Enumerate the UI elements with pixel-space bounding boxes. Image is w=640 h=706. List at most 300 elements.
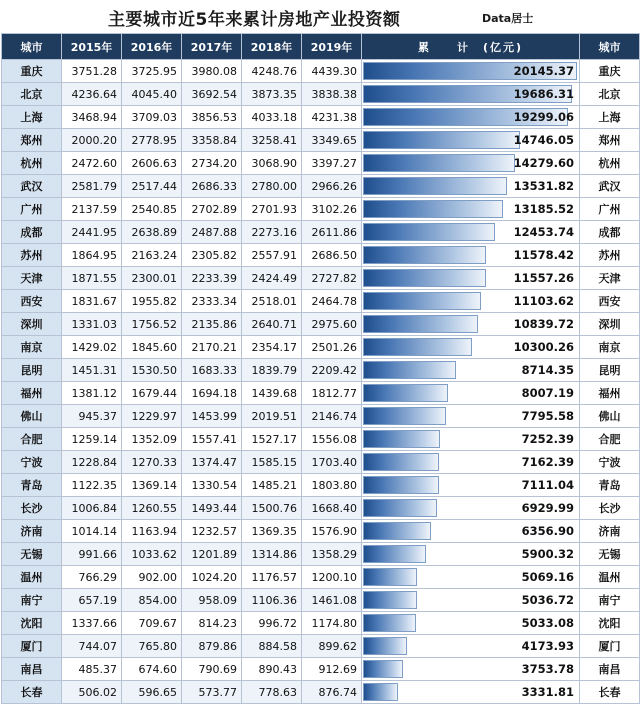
total-bar-cell xyxy=(362,290,580,313)
year-value-cell: 2975.60 xyxy=(302,313,362,336)
city-cell-right: 昆明 xyxy=(580,359,640,382)
year-value-cell: 1260.55 xyxy=(122,497,182,520)
total-bar-cell xyxy=(362,313,580,336)
year-value-cell: 1955.82 xyxy=(122,290,182,313)
year-value-cell: 1314.86 xyxy=(242,543,302,566)
total-bar-cell xyxy=(362,152,580,175)
year-value-cell: 2611.86 xyxy=(302,221,362,244)
year-value-cell: 1694.18 xyxy=(182,382,242,405)
year-value-cell: 4236.64 xyxy=(62,83,122,106)
total-bar xyxy=(363,637,407,655)
year-value-cell: 2517.44 xyxy=(122,175,182,198)
total-bar xyxy=(363,315,478,333)
total-value-label: 3331.81 xyxy=(521,685,574,699)
city-cell-right: 广州 xyxy=(580,198,640,221)
total-bar xyxy=(363,591,417,609)
year-value-cell: 3692.54 xyxy=(182,83,242,106)
city-cell: 南京 xyxy=(2,336,62,359)
table-body xyxy=(2,60,640,704)
total-value-label: 5900.32 xyxy=(521,547,574,561)
total-bar xyxy=(363,545,426,563)
total-value-label: 20145.37 xyxy=(513,64,574,78)
year-value-cell: 945.37 xyxy=(62,405,122,428)
year-value-cell: 1839.79 xyxy=(242,359,302,382)
total-bar xyxy=(363,361,456,379)
year-value-cell: 1812.77 xyxy=(302,382,362,405)
year-value-cell: 3838.38 xyxy=(302,83,362,106)
city-cell: 福州 xyxy=(2,382,62,405)
year-value-cell: 2135.86 xyxy=(182,313,242,336)
total-bar-cell xyxy=(362,405,580,428)
total-bar-cell xyxy=(362,589,580,612)
city-cell: 苏州 xyxy=(2,244,62,267)
year-value-cell: 3068.90 xyxy=(242,152,302,175)
table-row xyxy=(2,589,640,612)
total-bar-cell xyxy=(362,221,580,244)
city-cell-right: 济南 xyxy=(580,520,640,543)
year-value-cell: 766.29 xyxy=(62,566,122,589)
total-bar-cell xyxy=(362,497,580,520)
table-row xyxy=(2,405,640,428)
year-value-cell: 2000.20 xyxy=(62,129,122,152)
year-value-cell: 1831.67 xyxy=(62,290,122,313)
year-value-cell: 765.80 xyxy=(122,635,182,658)
year-value-cell: 2966.26 xyxy=(302,175,362,198)
header-city: 城市 xyxy=(2,34,62,60)
year-value-cell: 657.19 xyxy=(62,589,122,612)
year-value-cell: 2170.21 xyxy=(182,336,242,359)
year-value-cell: 2273.16 xyxy=(242,221,302,244)
city-cell-right: 武汉 xyxy=(580,175,640,198)
total-bar xyxy=(363,269,486,287)
total-value-label: 8714.35 xyxy=(521,363,574,377)
total-bar-cell xyxy=(362,60,580,83)
year-value-cell: 1439.68 xyxy=(242,382,302,405)
total-value-label: 13531.82 xyxy=(513,179,574,193)
year-value-cell: 1756.52 xyxy=(122,313,182,336)
table-row xyxy=(2,428,640,451)
total-bar-cell xyxy=(362,175,580,198)
year-value-cell: 1024.20 xyxy=(182,566,242,589)
header-total: 累 计 (亿元) xyxy=(362,34,580,60)
total-value-label: 7795.58 xyxy=(521,409,574,423)
year-value-cell: 1228.84 xyxy=(62,451,122,474)
year-value-cell: 1668.40 xyxy=(302,497,362,520)
city-cell: 济南 xyxy=(2,520,62,543)
city-cell: 昆明 xyxy=(2,359,62,382)
city-cell-right: 深圳 xyxy=(580,313,640,336)
header-year-2019: 2019年 xyxy=(302,34,362,60)
year-value-cell: 3709.03 xyxy=(122,106,182,129)
year-value-cell: 814.23 xyxy=(182,612,242,635)
total-bar xyxy=(363,407,446,425)
year-value-cell: 3102.26 xyxy=(302,198,362,221)
total-bar-cell xyxy=(362,382,580,405)
table-row xyxy=(2,244,640,267)
brand-label: Data居士 xyxy=(482,12,534,25)
year-value-cell: 1451.31 xyxy=(62,359,122,382)
table-row xyxy=(2,152,640,175)
year-value-cell: 2354.17 xyxy=(242,336,302,359)
table-row xyxy=(2,681,640,704)
year-value-cell: 2300.01 xyxy=(122,267,182,290)
total-bar-cell xyxy=(362,543,580,566)
year-value-cell: 1683.33 xyxy=(182,359,242,382)
year-value-cell: 4231.38 xyxy=(302,106,362,129)
year-value-cell: 1033.62 xyxy=(122,543,182,566)
total-value-label: 10839.72 xyxy=(513,317,574,331)
total-value-label: 8007.19 xyxy=(521,386,574,400)
city-cell: 宁波 xyxy=(2,451,62,474)
year-value-cell: 3751.28 xyxy=(62,60,122,83)
year-value-cell: 2487.88 xyxy=(182,221,242,244)
year-value-cell: 2209.42 xyxy=(302,359,362,382)
year-value-cell: 1369.35 xyxy=(242,520,302,543)
year-value-cell: 902.00 xyxy=(122,566,182,589)
total-value-label: 6929.99 xyxy=(521,501,574,515)
year-value-cell: 1381.12 xyxy=(62,382,122,405)
total-bar-cell xyxy=(362,359,580,382)
city-cell-right: 成都 xyxy=(580,221,640,244)
city-cell: 北京 xyxy=(2,83,62,106)
table-row xyxy=(2,382,640,405)
city-cell-right: 杭州 xyxy=(580,152,640,175)
city-cell: 南宁 xyxy=(2,589,62,612)
total-value-label: 10300.26 xyxy=(513,340,574,354)
total-bar-cell xyxy=(362,474,580,497)
year-value-cell: 958.09 xyxy=(182,589,242,612)
city-cell: 佛山 xyxy=(2,405,62,428)
total-bar-cell xyxy=(362,83,580,106)
year-value-cell: 1429.02 xyxy=(62,336,122,359)
table-row xyxy=(2,497,640,520)
year-value-cell: 1200.10 xyxy=(302,566,362,589)
table-row xyxy=(2,635,640,658)
city-cell: 南昌 xyxy=(2,658,62,681)
year-value-cell: 2686.50 xyxy=(302,244,362,267)
year-value-cell: 778.63 xyxy=(242,681,302,704)
year-value-cell: 1864.95 xyxy=(62,244,122,267)
year-value-cell: 1259.14 xyxy=(62,428,122,451)
total-value-label: 7252.39 xyxy=(521,432,574,446)
total-value-label: 3753.78 xyxy=(521,662,574,676)
table-row xyxy=(2,520,640,543)
total-bar-cell xyxy=(362,428,580,451)
table-row xyxy=(2,83,640,106)
total-value-label: 14279.60 xyxy=(513,156,574,170)
year-value-cell: 2734.20 xyxy=(182,152,242,175)
year-value-cell: 884.58 xyxy=(242,635,302,658)
year-value-cell: 4439.30 xyxy=(302,60,362,83)
city-cell-right: 北京 xyxy=(580,83,640,106)
year-value-cell: 2686.33 xyxy=(182,175,242,198)
city-cell-right: 厦门 xyxy=(580,635,640,658)
year-value-cell: 2727.82 xyxy=(302,267,362,290)
year-value-cell: 854.00 xyxy=(122,589,182,612)
total-bar xyxy=(363,246,486,264)
page-title: 主要城市近5年来累计房地产业投资额 xyxy=(108,10,401,30)
year-value-cell: 1803.80 xyxy=(302,474,362,497)
year-value-cell: 506.02 xyxy=(62,681,122,704)
city-cell: 深圳 xyxy=(2,313,62,336)
table-row xyxy=(2,658,640,681)
total-value-label: 4173.93 xyxy=(521,639,574,653)
year-value-cell: 912.69 xyxy=(302,658,362,681)
year-value-cell: 4033.18 xyxy=(242,106,302,129)
year-value-cell: 3725.95 xyxy=(122,60,182,83)
total-bar xyxy=(363,292,481,310)
year-value-cell: 2441.95 xyxy=(62,221,122,244)
year-value-cell: 1493.44 xyxy=(182,497,242,520)
year-value-cell: 2163.24 xyxy=(122,244,182,267)
year-value-cell: 1530.50 xyxy=(122,359,182,382)
total-bar xyxy=(363,338,472,356)
year-value-cell: 899.62 xyxy=(302,635,362,658)
total-bar xyxy=(363,522,431,540)
year-value-cell: 1337.66 xyxy=(62,612,122,635)
total-bar-cell xyxy=(362,129,580,152)
year-value-cell: 3856.53 xyxy=(182,106,242,129)
city-cell: 无锡 xyxy=(2,543,62,566)
city-cell-right: 南宁 xyxy=(580,589,640,612)
total-bar-cell xyxy=(362,520,580,543)
total-bar xyxy=(363,430,440,448)
total-bar xyxy=(363,200,503,218)
total-value-label: 19299.06 xyxy=(513,110,574,124)
header-year-2017: 2017年 xyxy=(182,34,242,60)
year-value-cell: 876.74 xyxy=(302,681,362,704)
total-bar xyxy=(363,154,515,172)
table-row xyxy=(2,566,640,589)
table-row xyxy=(2,106,640,129)
city-cell-right: 合肥 xyxy=(580,428,640,451)
year-value-cell: 2702.89 xyxy=(182,198,242,221)
city-cell-right: 苏州 xyxy=(580,244,640,267)
year-value-cell: 3349.65 xyxy=(302,129,362,152)
year-value-cell: 2606.63 xyxy=(122,152,182,175)
year-value-cell: 3980.08 xyxy=(182,60,242,83)
year-value-cell: 1006.84 xyxy=(62,497,122,520)
city-cell-right: 南京 xyxy=(580,336,640,359)
total-bar xyxy=(363,660,403,678)
year-value-cell: 2137.59 xyxy=(62,198,122,221)
total-bar-cell xyxy=(362,198,580,221)
year-value-cell: 2501.26 xyxy=(302,336,362,359)
city-cell-right: 宁波 xyxy=(580,451,640,474)
total-bar xyxy=(363,568,417,586)
total-value-label: 11103.62 xyxy=(513,294,574,308)
total-bar xyxy=(363,683,398,701)
total-value-label: 7162.39 xyxy=(521,455,574,469)
total-bar-cell xyxy=(362,566,580,589)
total-bar xyxy=(363,177,507,195)
city-cell-right: 青岛 xyxy=(580,474,640,497)
city-cell-right: 福州 xyxy=(580,382,640,405)
city-cell-right: 南昌 xyxy=(580,658,640,681)
year-value-cell: 1374.47 xyxy=(182,451,242,474)
city-cell-right: 长春 xyxy=(580,681,640,704)
year-value-cell: 1500.76 xyxy=(242,497,302,520)
table-row xyxy=(2,474,640,497)
total-value-label: 5036.72 xyxy=(521,593,574,607)
year-value-cell: 996.72 xyxy=(242,612,302,635)
year-value-cell: 596.65 xyxy=(122,681,182,704)
total-value-label: 6356.90 xyxy=(521,524,574,538)
table-row xyxy=(2,60,640,83)
header-year-2015: 2015年 xyxy=(62,34,122,60)
total-bar-cell xyxy=(362,612,580,635)
year-value-cell: 890.43 xyxy=(242,658,302,681)
year-value-cell: 1485.21 xyxy=(242,474,302,497)
year-value-cell: 1576.90 xyxy=(302,520,362,543)
total-bar xyxy=(363,384,448,402)
table-row xyxy=(2,290,640,313)
year-value-cell: 2640.71 xyxy=(242,313,302,336)
city-cell-right: 重庆 xyxy=(580,60,640,83)
total-bar-cell xyxy=(362,451,580,474)
year-value-cell: 1201.89 xyxy=(182,543,242,566)
year-value-cell: 4045.40 xyxy=(122,83,182,106)
total-bar-cell xyxy=(362,336,580,359)
city-cell-right: 温州 xyxy=(580,566,640,589)
city-cell-right: 沈阳 xyxy=(580,612,640,635)
city-cell: 温州 xyxy=(2,566,62,589)
year-value-cell: 2464.78 xyxy=(302,290,362,313)
year-value-cell: 1461.08 xyxy=(302,589,362,612)
total-value-label: 5069.16 xyxy=(521,570,574,584)
table-row xyxy=(2,359,640,382)
city-cell-right: 佛山 xyxy=(580,405,640,428)
year-value-cell: 1014.14 xyxy=(62,520,122,543)
total-bar xyxy=(363,223,495,241)
city-cell: 郑州 xyxy=(2,129,62,152)
city-cell: 杭州 xyxy=(2,152,62,175)
year-value-cell: 1845.60 xyxy=(122,336,182,359)
year-value-cell: 709.67 xyxy=(122,612,182,635)
city-cell: 西安 xyxy=(2,290,62,313)
city-cell: 长沙 xyxy=(2,497,62,520)
table-row xyxy=(2,612,640,635)
year-value-cell: 4248.76 xyxy=(242,60,302,83)
header-city-right: 城市 xyxy=(580,34,640,60)
year-value-cell: 2518.01 xyxy=(242,290,302,313)
year-value-cell: 1163.94 xyxy=(122,520,182,543)
year-value-cell: 3358.84 xyxy=(182,129,242,152)
city-cell: 长春 xyxy=(2,681,62,704)
year-value-cell: 2557.91 xyxy=(242,244,302,267)
year-value-cell: 2780.00 xyxy=(242,175,302,198)
total-value-label: 19686.31 xyxy=(513,87,574,101)
table-row xyxy=(2,198,640,221)
year-value-cell: 879.86 xyxy=(182,635,242,658)
year-value-cell: 1122.35 xyxy=(62,474,122,497)
year-value-cell: 991.66 xyxy=(62,543,122,566)
total-value-label: 12453.74 xyxy=(513,225,574,239)
header-year-2016: 2016年 xyxy=(122,34,182,60)
year-value-cell: 2638.89 xyxy=(122,221,182,244)
total-value-label: 11578.42 xyxy=(513,248,574,262)
year-value-cell: 1174.80 xyxy=(302,612,362,635)
city-cell: 成都 xyxy=(2,221,62,244)
table-row xyxy=(2,336,640,359)
year-value-cell: 1703.40 xyxy=(302,451,362,474)
year-value-cell: 1585.15 xyxy=(242,451,302,474)
year-value-cell: 744.07 xyxy=(62,635,122,658)
city-cell-right: 无锡 xyxy=(580,543,640,566)
year-value-cell: 1270.33 xyxy=(122,451,182,474)
year-value-cell: 1369.14 xyxy=(122,474,182,497)
year-value-cell: 1232.57 xyxy=(182,520,242,543)
year-value-cell: 3873.35 xyxy=(242,83,302,106)
year-value-cell: 1871.55 xyxy=(62,267,122,290)
table-row xyxy=(2,129,640,152)
year-value-cell: 790.69 xyxy=(182,658,242,681)
total-value-label: 13185.52 xyxy=(513,202,574,216)
year-value-cell: 674.60 xyxy=(122,658,182,681)
table-row xyxy=(2,451,640,474)
year-value-cell: 1679.44 xyxy=(122,382,182,405)
investment-table xyxy=(1,33,640,704)
year-value-cell: 1176.57 xyxy=(242,566,302,589)
year-value-cell: 2472.60 xyxy=(62,152,122,175)
city-cell-right: 长沙 xyxy=(580,497,640,520)
year-value-cell: 485.37 xyxy=(62,658,122,681)
total-bar-cell xyxy=(362,244,580,267)
header-year-2018: 2018年 xyxy=(242,34,302,60)
year-value-cell: 2333.34 xyxy=(182,290,242,313)
year-value-cell: 2540.85 xyxy=(122,198,182,221)
year-value-cell: 2233.39 xyxy=(182,267,242,290)
total-bar xyxy=(363,476,439,494)
year-value-cell: 1229.97 xyxy=(122,405,182,428)
year-value-cell: 2305.82 xyxy=(182,244,242,267)
total-bar xyxy=(363,453,439,471)
city-cell: 天津 xyxy=(2,267,62,290)
total-value-label: 11557.26 xyxy=(513,271,574,285)
year-value-cell: 2701.93 xyxy=(242,198,302,221)
year-value-cell: 2424.49 xyxy=(242,267,302,290)
table-row xyxy=(2,221,640,244)
year-value-cell: 1331.03 xyxy=(62,313,122,336)
year-value-cell: 2019.51 xyxy=(242,405,302,428)
total-bar-cell xyxy=(362,106,580,129)
city-cell: 武汉 xyxy=(2,175,62,198)
table-row xyxy=(2,175,640,198)
year-value-cell: 2778.95 xyxy=(122,129,182,152)
city-cell: 沈阳 xyxy=(2,612,62,635)
year-value-cell: 1358.29 xyxy=(302,543,362,566)
total-bar-cell xyxy=(362,658,580,681)
year-value-cell: 1557.41 xyxy=(182,428,242,451)
city-cell-right: 郑州 xyxy=(580,129,640,152)
total-bar xyxy=(363,499,437,517)
year-value-cell: 1527.17 xyxy=(242,428,302,451)
city-cell: 厦门 xyxy=(2,635,62,658)
total-bar-cell xyxy=(362,267,580,290)
title-row xyxy=(0,0,640,33)
city-cell: 重庆 xyxy=(2,60,62,83)
table-row xyxy=(2,313,640,336)
city-cell-right: 上海 xyxy=(580,106,640,129)
city-cell: 上海 xyxy=(2,106,62,129)
year-value-cell: 1106.36 xyxy=(242,589,302,612)
table-row xyxy=(2,267,640,290)
city-cell: 合肥 xyxy=(2,428,62,451)
total-value-label: 5033.08 xyxy=(521,616,574,630)
city-cell-right: 西安 xyxy=(580,290,640,313)
year-value-cell: 1556.08 xyxy=(302,428,362,451)
total-bar-cell xyxy=(362,635,580,658)
